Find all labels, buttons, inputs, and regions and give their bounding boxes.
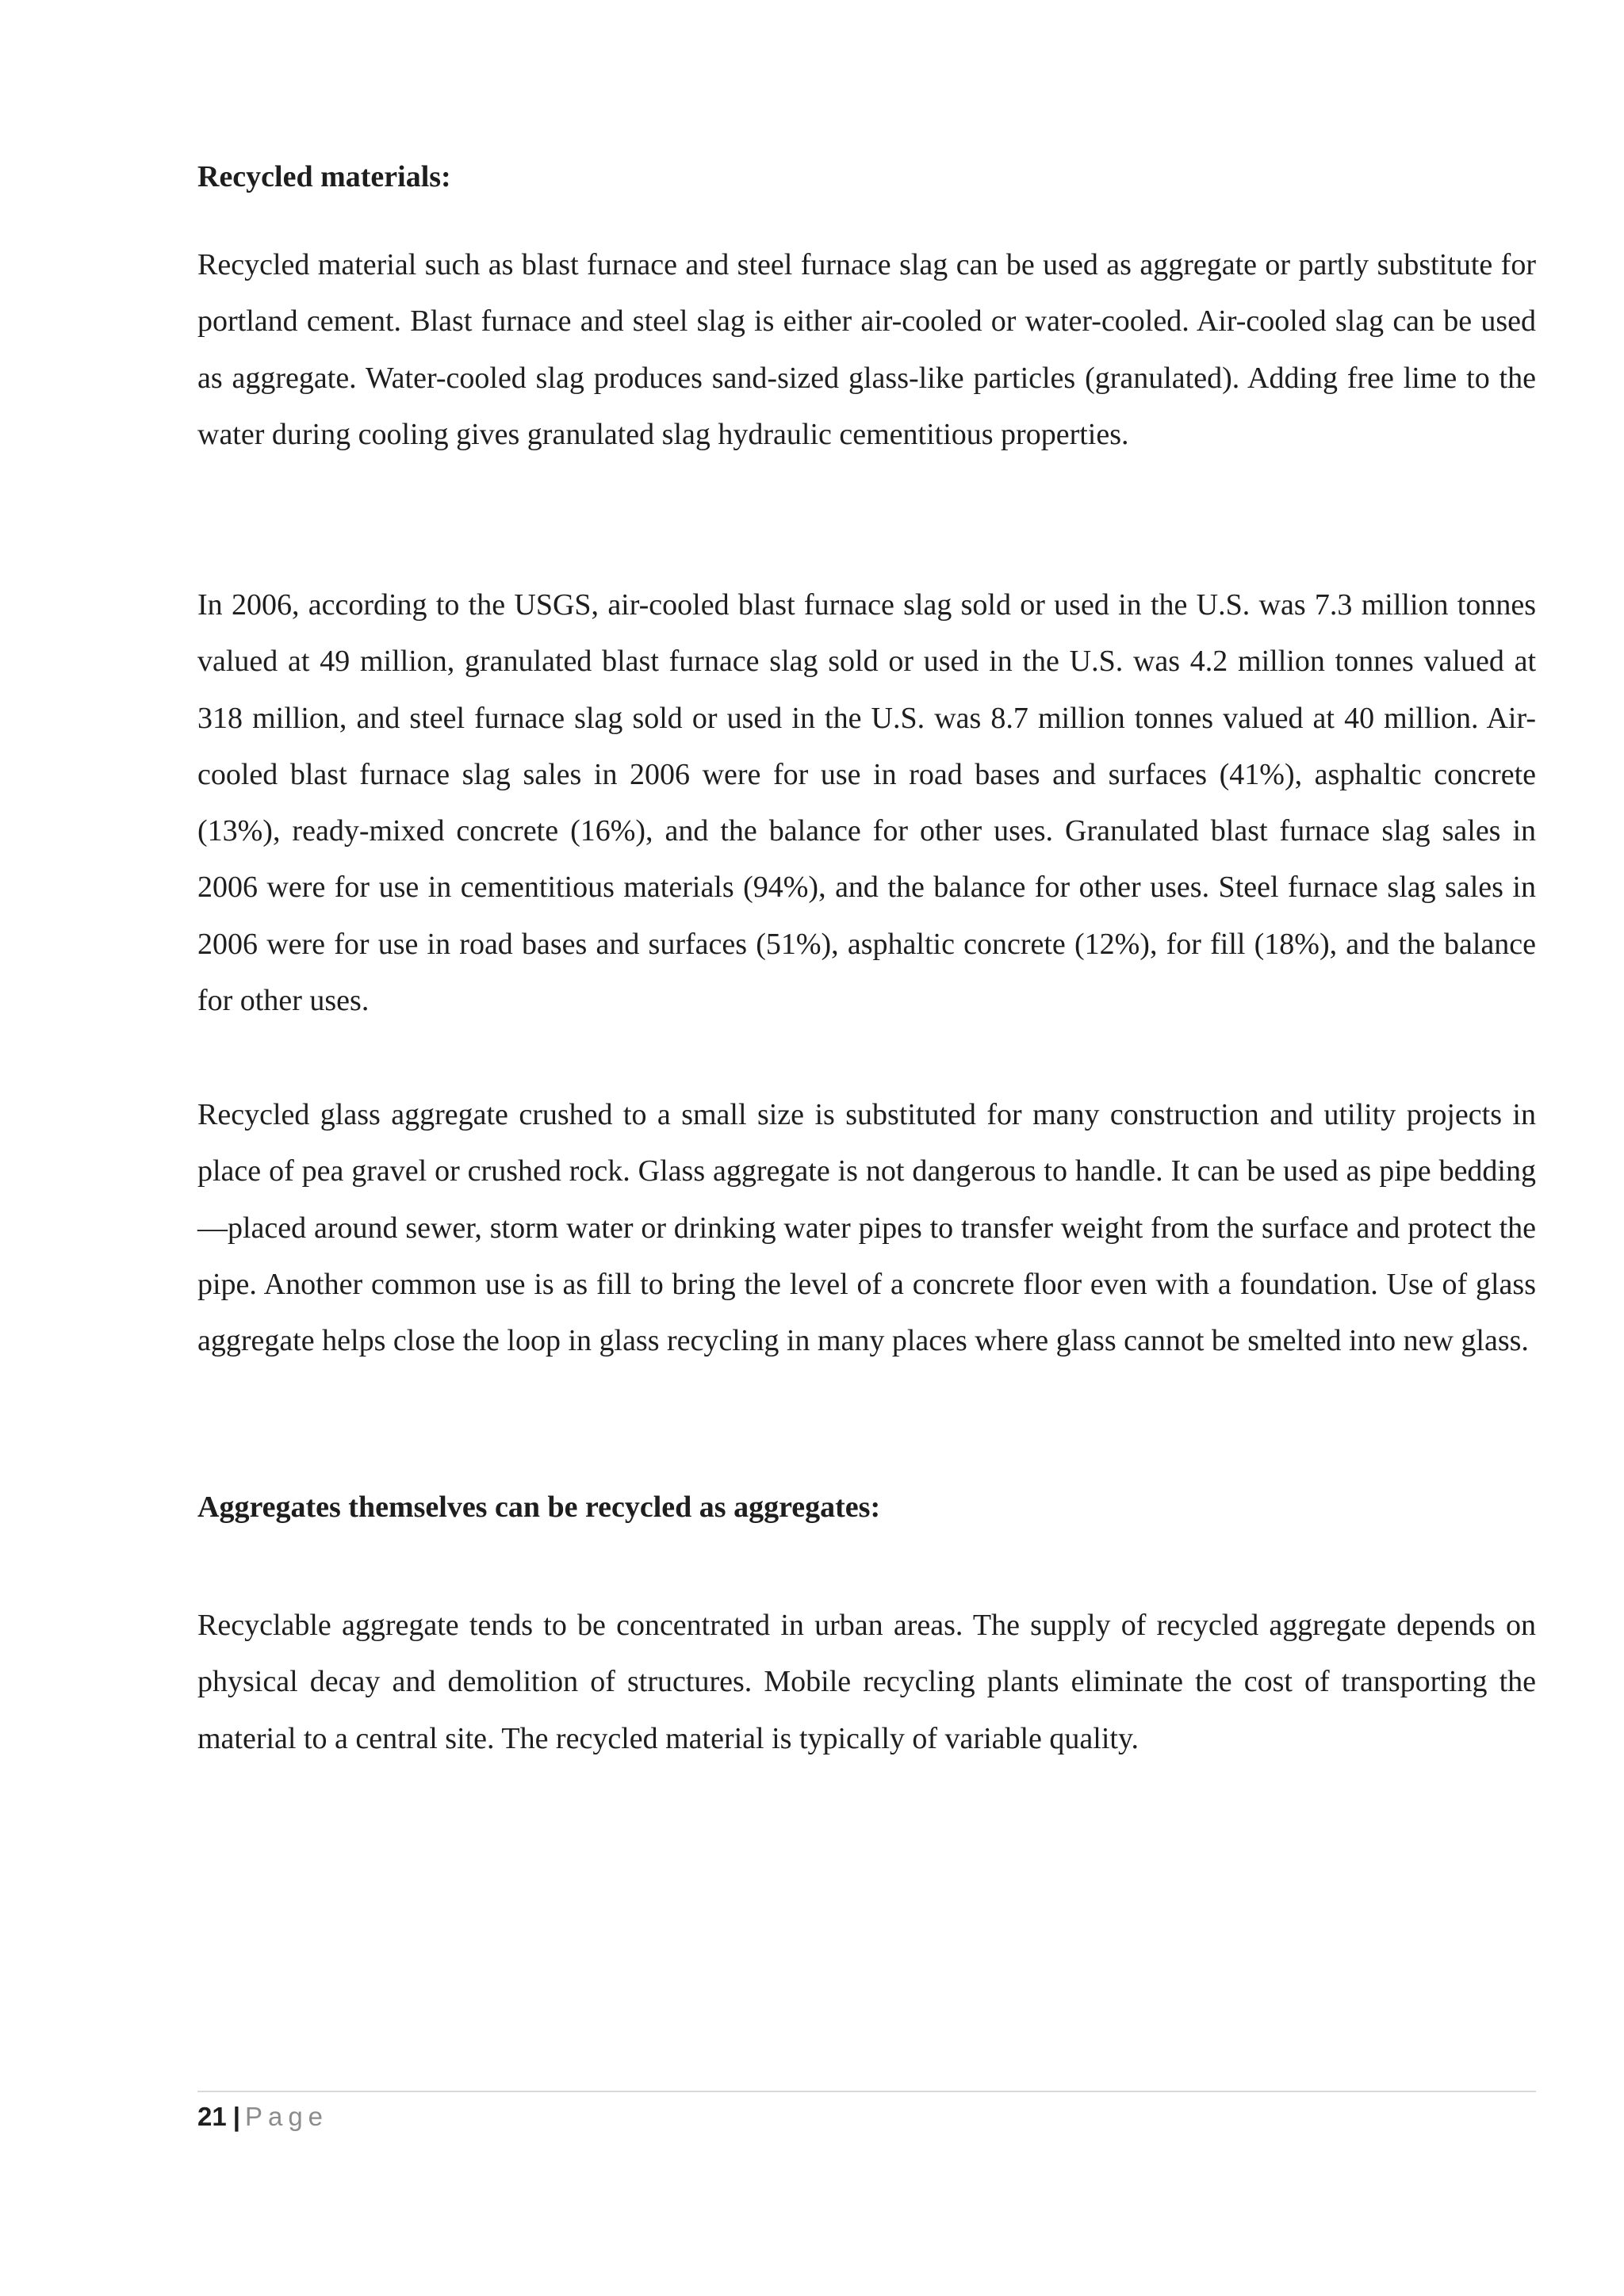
paragraph-recyclable-aggregate: Recyclable aggregate tends to be concentrated in urban areas. The supply of recycled aggregate depends on physical decay and demolition of structures. Mobile recycling plants eliminate the cost of transporting the material to a central site. The recycled material is typically of variable quality. [197,1609,1536,1755]
section-heading-recycled-materials: Recycled materials: [197,160,451,193]
section-heading-recycled-aggregates: Aggregates themselves can be recycled as aggregates: [197,1490,881,1524]
paragraph-slag-overview: Recycled material such as blast furnace and steel furnace slag can be used as aggregate or partly substitute for portland cement. Blast furnace and steel slag is either air-cooled or water-cooled. Air-cooled slag can be used as aggregate. Water-cooled slag produces sand-sized glass-like particles (granulated). Adding free lime to the water during cooling gives granulated slag hydraulic cementitious properties. [197,248,1536,451]
paragraph-usgs-statistics: In 2006, according to the USGS, air-cooled blast furnace slag sold or used in the U.S. was 7.3 million tonnes valued at 49 million, granulated blast furnace slag sold or used in the U.S. was 4.2 million tonnes valued at 318 million, and steel furnace slag sold or used in the U.S. was 8.7 million tonnes valued at 40 million. Air-cooled blast furnace slag sales in 2006 were for use in road bases and surfaces (41%), asphaltic concrete (13%), ready-mixed concrete (16%), and the balance for other uses. Granulated blast furnace slag sales in 2006 were for use in cementitious materials (94%), and the balance for other uses. Steel furnace slag sales in 2006 were for use in road bases and surfaces (51%), asphaltic concrete (12%), for fill (18%), and the balance for other uses. [197,588,1536,1018]
document-page [197,0,1536,2296]
page-number: 21 [197,2102,227,2131]
page-label: Page [244,2102,329,2131]
page-footer [197,2101,328,2133]
footer-divider [197,2091,1536,2092]
footer-separator: | [232,2102,240,2131]
paragraph-glass-aggregate: Recycled glass aggregate crushed to a small size is substituted for many construction and utility projects in place of pea gravel or crushed rock. Glass aggregate is not dangerous to handle. It can be used as pipe bedding—placed around sewer, storm water or drinking water pipes to transfer weight from the surface and protect the pipe. Another common use is as fill to bring the level of a concrete floor even with a foundation. Use of glass aggregate helps close the loop in glass recycling in many places where glass cannot be smelted into new glass. [197,1098,1536,1358]
